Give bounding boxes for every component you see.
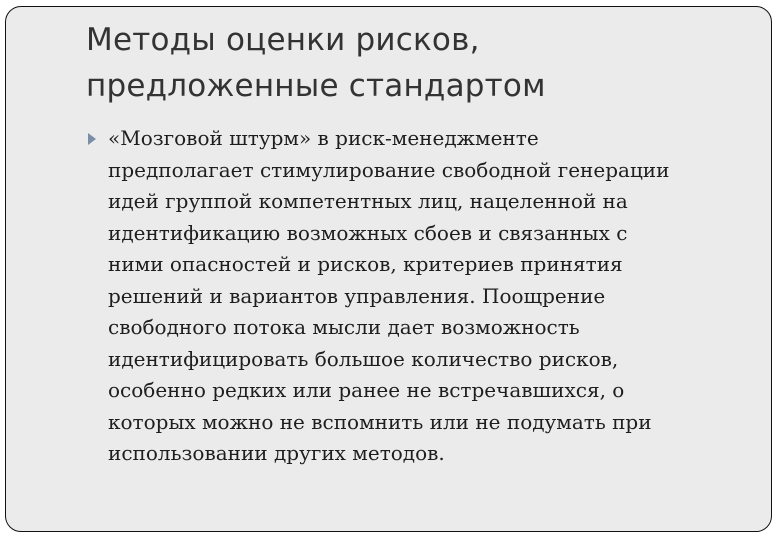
bullet-text-line: свободного потока мысли дает возможность xyxy=(108,315,580,339)
slide-title-line-1: Методы оценки рисков, xyxy=(86,22,480,58)
triangle-bullet-icon xyxy=(88,133,96,145)
bullet-text-line: решений и вариантов управления. Поощрение xyxy=(108,283,606,308)
bullet-text-line: «Мозговой штурм» в риск-менеджменте xyxy=(108,126,539,150)
bullet-list xyxy=(86,123,756,470)
bullet-text-line: идентифицировать большое количество рисков, xyxy=(108,346,619,371)
bullet-item xyxy=(86,123,756,470)
bullet-text-line: особенно редких или ранее не встречавшихся, о xyxy=(108,378,625,402)
bullet-text-line: идентификацию возможных сбоев и связанных с xyxy=(108,220,628,245)
bullet-text-line: которых можно не вспомнить или не подумать при xyxy=(108,409,652,434)
bullet-text-line: ними опасностей и рисков, критериев принятия xyxy=(108,252,623,276)
bullet-text-line: предполагает стимулирование свободной генерации xyxy=(108,157,670,182)
bullet-text-line: идей группой компетентных лиц, нацеленной на xyxy=(108,189,628,213)
slide-title xyxy=(86,17,746,109)
slide-title-line-2: предложенные стандартом xyxy=(86,68,546,104)
slide xyxy=(5,6,772,532)
bullet-text-line: использовании других методов. xyxy=(108,441,445,465)
